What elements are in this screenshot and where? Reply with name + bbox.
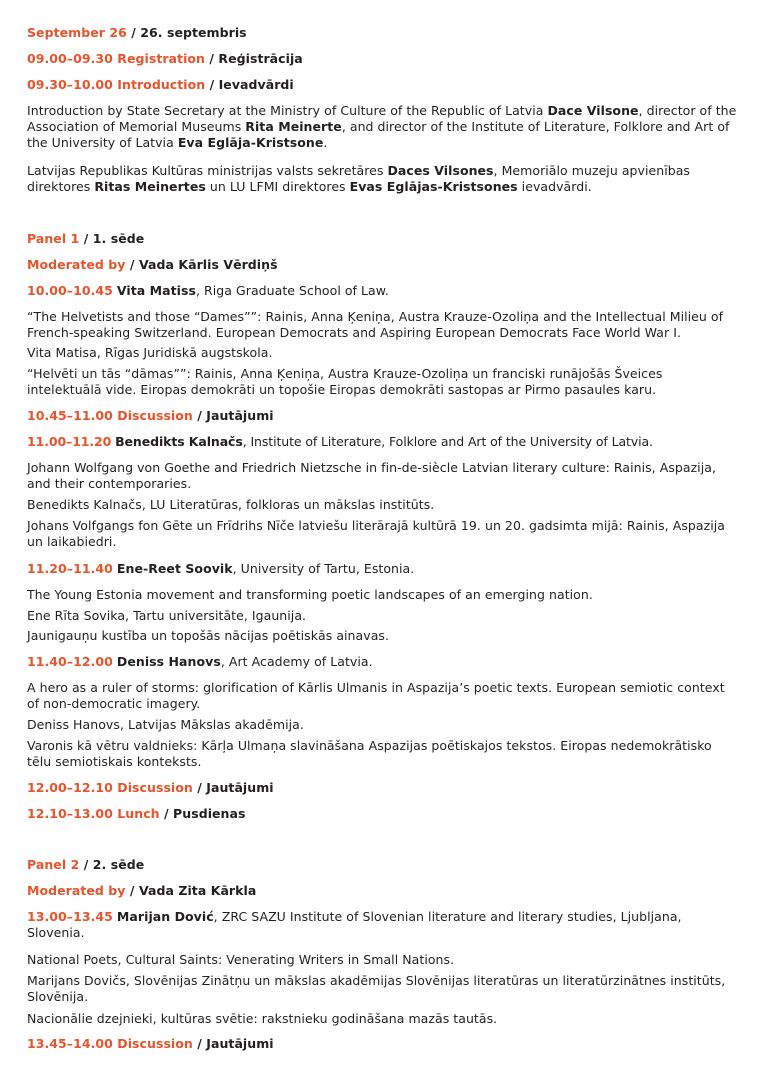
discussion-line: 12.00–12.10 Discussion / Jautājumi (27, 780, 274, 795)
day-lv: 26. septembris (140, 25, 247, 40)
talk-title-en: National Poets, Cultural Saints: Venerating Writers in Small Nations. (27, 952, 455, 967)
talk-speaker-lv: Benedikts Kalnačs, LU Literatūras, folkloras un mākslas institūts. (27, 497, 435, 512)
intro-text-lv: Latvijas Republikas Kultūras ministrijas valsts sekretāres Daces Vilsones, Memoriālo muzeju apvienības direktores Ritas Meinertes un LU LFMI direktores Evas Eglājas-Kristsones ievadvārdi. (27, 163, 690, 194)
panel2-heading: Panel 2 / 2. sēde (27, 857, 145, 872)
talk-title-lv: Jaunigauņu kustība un topošās nācijas poētiskās ainavas. (27, 628, 389, 643)
talk-speaker-lv: Marijans Dovičs, Slovēnijas Zinātņu un mākslas akadēmijas Slovēnijas literatūras un literatūrzinātnes institūts, Slovēnija. (27, 973, 726, 1004)
talk-speaker-lv: Ene Rīta Sovika, Tartu universitāte, Igaunija. (27, 608, 307, 623)
talk-title-en: Johann Wolfgang von Goethe and Friedrich Nietzsche in fin-de-siècle Latvian literary culture: Rainis, Aspazija, and their contemporaries. (27, 460, 716, 491)
talk-title-en: “The Helvetists and those “Dames””: Rainis, Anna Ķeniņa, Austra Krauze-Ozoliņa and the Intellectual Milieu of French-speaking Switzerland. European Democrats and Aspiring European Democrats Face World War I. (27, 309, 724, 340)
talk-speaker-lv: Deniss Hanovs, Latvijas Mākslas akadēmija. (27, 717, 304, 732)
talk-header: 11.00–11.20 Benedikts Kalnačs, Institute of Literature, Folklore and Art of the University of Latvia. (27, 434, 653, 449)
day-en: September 26 (27, 25, 127, 40)
talk-header: 11.20–11.40 Ene-Reet Soovik, University of Tartu, Estonia. (27, 561, 415, 576)
day-heading: September 26 / 26. septembris (27, 25, 247, 40)
talk-title-en: The Young Estonia movement and transforming poetic landscapes of an emerging nation. (27, 587, 593, 602)
introduction-line: 09.30–10.00 Introduction / Ievadvārdi (27, 77, 294, 92)
talk-header: 13.00–13.45 Marijan Dović, ZRC SAZU Institute of Slovenian literature and literary studies, Ljubljana, Slovenia. (27, 909, 682, 940)
talk-speaker-lv: Vita Matisa, Rīgas Juridiskā augstskola. (27, 345, 273, 360)
discussion-line: 13.45–14.00 Discussion / Jautājumi (27, 1036, 274, 1051)
discussion-line: 10.45–11.00 Discussion / Jautājumi (27, 408, 274, 423)
talk-header: 11.40–12.00 Deniss Hanovs, Art Academy of Latvia. (27, 654, 373, 669)
lunch-line: 12.10–13.00 Lunch / Pusdienas (27, 806, 246, 821)
panel1-heading: Panel 1 / 1. sēde (27, 231, 145, 246)
talk-title-lv: Varonis kā vētru valdnieks: Kārļa Ulmaņa slavināšana Aspazijas poētiskajos tekstos. Eiropas nedemokrātisko tēlu semiotiskais konteksts. (27, 738, 712, 769)
talk-title-lv: Nacionālie dzejnieki, kultūras svētie: rakstnieku godināšana mazās tautās. (27, 1011, 498, 1026)
panel2-moderator: Moderated by / Vada Zita Kārkla (27, 883, 257, 898)
talk-header: 10.00–10.45 Vita Matiss, Riga Graduate School of Law. (27, 283, 389, 298)
panel1-moderator: Moderated by / Vada Kārlis Vērdiņš (27, 257, 278, 272)
talk-title-lv: Johans Volfgangs fon Gēte un Frīdrihs Nīče latviešu literārajā kultūrā 19. un 20. gadsimta mijā: Rainis, Aspazija un laikabiedri. (27, 518, 725, 549)
talk-title-lv: “Helvēti un tās “dāmas””: Rainis, Anna Ķeniņa, Austra Krauze-Ozoliņa un franciski runājošās Šveices intelektuālā vide. Eiropas demokrāti un topošie Eiropas demokrāti sastopas ar Pirmo pasaules karu. (27, 366, 663, 397)
registration-line: 09.00–09.30 Registration / Reģistrācija (27, 51, 303, 66)
intro-text-en: Introduction by State Secretary at the Ministry of Culture of the Republic of Latvia Dace Vilsone, director of the Association of Memorial Museums Rita Meinerte, and director of the Institute of Literature, Folklore and Art of the University of Latvia Eva Eglāja-Kristsone. (27, 103, 737, 150)
talk-title-en: A hero as a ruler of storms: glorification of Kārlis Ulmanis in Aspazija’s poetic texts. European semiotic context of non-democratic imagery. (27, 680, 725, 711)
